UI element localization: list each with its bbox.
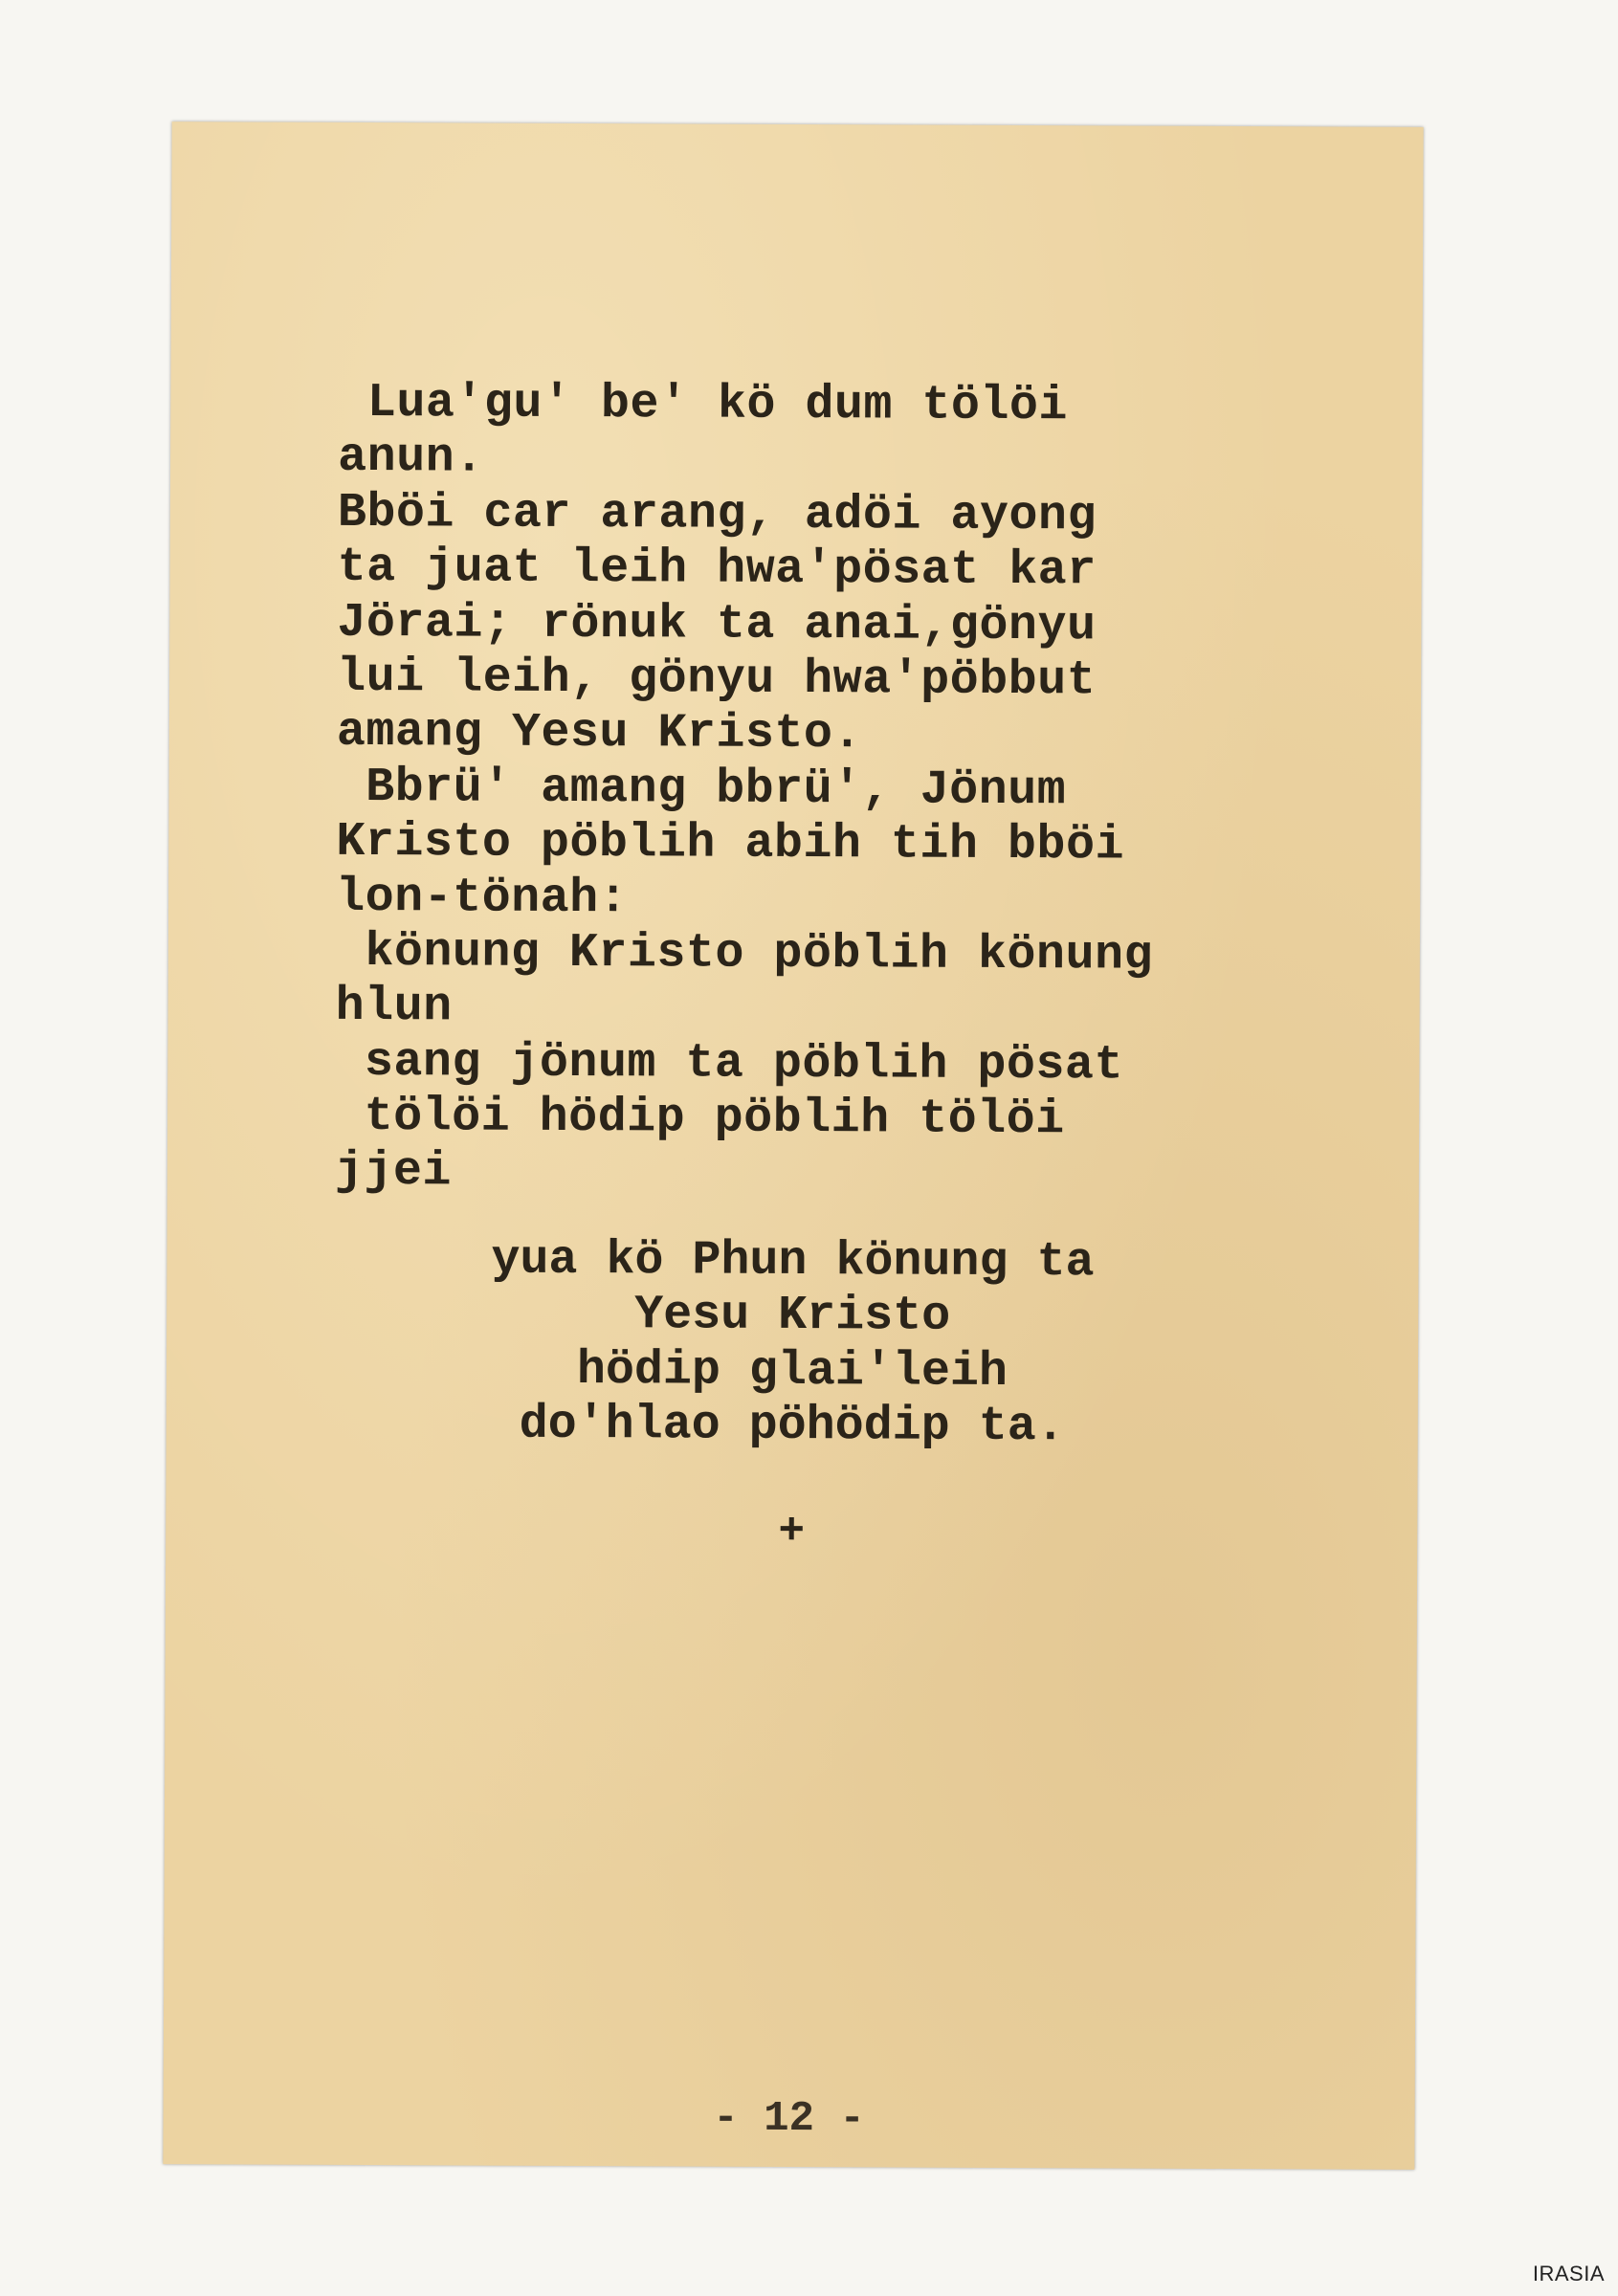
page-number: - 12 - — [713, 2094, 865, 2144]
text-line: hlun — [335, 980, 453, 1035]
body-text — [335, 376, 1468, 1204]
closing-line: do'hlao pöhödip ta. — [519, 1397, 1065, 1455]
text-line: könung Kristo pöblih könung — [335, 924, 1154, 983]
closing-line: yua kö Phun könung ta — [491, 1232, 1095, 1291]
cross-mark: + — [778, 1506, 806, 1557]
closing-line: Yesu Kristo — [634, 1288, 951, 1345]
text-line: Bböi car arang, adöi ayong — [337, 485, 1097, 544]
watermark: IRASIA — [1532, 2262, 1605, 2285]
text-line: jjei — [334, 1144, 453, 1200]
text-line: lui leih, gönyu hwa'pöbbut — [337, 650, 1097, 709]
text-line: amang Yesu Kristo. — [336, 705, 863, 762]
closing-line: hödip glai'leih — [576, 1342, 1008, 1400]
closing-verse — [166, 1231, 1419, 1456]
text-line: Lua'gu' be' kö dum tölöi — [338, 375, 1069, 434]
text-line: Bbrü' amang bbrü', Jönum — [336, 760, 1067, 818]
text-line: lon-tönah: — [336, 870, 629, 926]
document-page — [163, 121, 1423, 2170]
text-line: Jörai; rönuk ta anai,gönyu — [337, 595, 1097, 653]
text-line: anun. — [338, 430, 484, 486]
text-line: Kristo pöblih abih tih bböi — [336, 815, 1125, 873]
text-line: tölöi hödip pöblih tölöi — [335, 1089, 1065, 1148]
text-line: sang jönum ta pöblih pösat — [335, 1034, 1124, 1093]
text-line: ta juat leih hwa'pösat kar — [337, 541, 1097, 599]
